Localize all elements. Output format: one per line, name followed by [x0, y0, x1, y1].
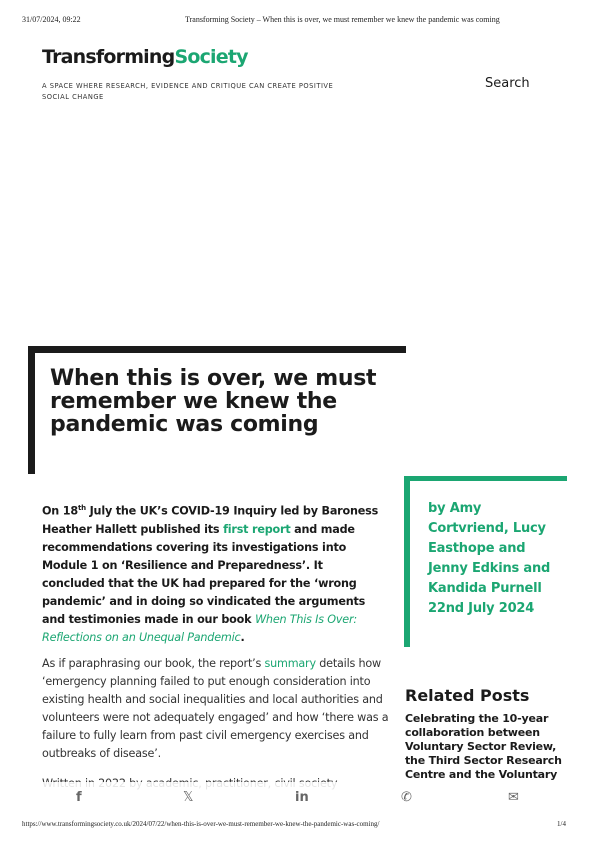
- lead-superscript: th: [77, 504, 86, 512]
- author-date: 22nd July 2024: [428, 601, 535, 616]
- lead-text: July the UK’s COVID-19 Inquiry led by Baroness Heather Hallett published its: [42, 504, 379, 536]
- article-title: When this is over, we must remember we knew the pandemic was coming: [50, 366, 377, 437]
- logo-part-2: Society: [174, 46, 248, 68]
- print-footer-page: 1/4: [557, 820, 566, 828]
- lead-text: and made recommendations covering its investigations into Module 1 on ‘Resilience and Preparedness’. It concluded that the UK had prepared for the ‘wrong pandemic’ and in doing so vindicated the arguments and testimonies made in our book: [42, 522, 366, 626]
- lead-text: On 18: [42, 504, 78, 518]
- title-frame-left-bar: [28, 346, 35, 474]
- author-frame-top-bar: [404, 476, 567, 481]
- linkedin-icon[interactable]: in: [295, 790, 309, 805]
- author-byline: by Amy Cortvriend, Lucy Easthope and Jenny Edkins and Kandida Purnell: [428, 501, 551, 596]
- print-datetime: 31/07/2024, 09:22: [22, 15, 81, 24]
- whatsapp-icon[interactable]: ✆: [401, 790, 412, 805]
- email-icon[interactable]: ✉: [508, 790, 519, 805]
- logo-part-1: Transforming: [42, 46, 175, 68]
- site-logo[interactable]: [42, 46, 248, 68]
- facebook-icon[interactable]: f: [76, 790, 82, 805]
- search-button[interactable]: Search: [485, 76, 530, 91]
- related-posts-heading: Related Posts: [405, 686, 530, 705]
- author-block: [428, 499, 558, 619]
- article-lead-paragraph: [42, 499, 387, 647]
- article-paragraph: [42, 655, 392, 763]
- first-report-link[interactable]: first report: [223, 522, 291, 536]
- title-frame-top-bar: [28, 346, 406, 353]
- site-tagline: A SPACE WHERE RESEARCH, EVIDENCE AND CRITIQUE CAN CREATE POSITIVE SOCIAL CHANGE: [42, 82, 334, 101]
- paragraph-text: details how ‘emergency planning failed to put enough consideration into existing health and social inequalities and local authorities and volunteers were not adequately engaged’ and how ‘there was a failure to fully learn from past civil emergency exercises and outbreaks of disease’.: [42, 657, 389, 760]
- summary-link[interactable]: summary: [264, 657, 316, 670]
- related-post-link[interactable]: Celebrating the 10-year collaboration between Voluntary Sector Review, the Third Sector Research Centre and the Voluntary: [405, 712, 562, 781]
- lead-text: .: [240, 630, 245, 644]
- twitter-icon[interactable]: 𝕏: [183, 790, 194, 805]
- book-title: When This Is Over: Reflections on an Unequal Pandemic: [42, 612, 357, 644]
- author-frame-left-bar: [404, 476, 410, 647]
- paragraph-text: As if paraphrasing our book, the report’s: [42, 657, 265, 670]
- print-footer-url: https://www.transformingsociety.co.uk/2024/07/22/when-this-is-over-we-must-remember-we-knew-the-pandemic-was-coming/: [22, 820, 380, 828]
- print-doc-title: Transforming Society – When this is over, we must remember we knew the pandemic was coming: [185, 15, 500, 24]
